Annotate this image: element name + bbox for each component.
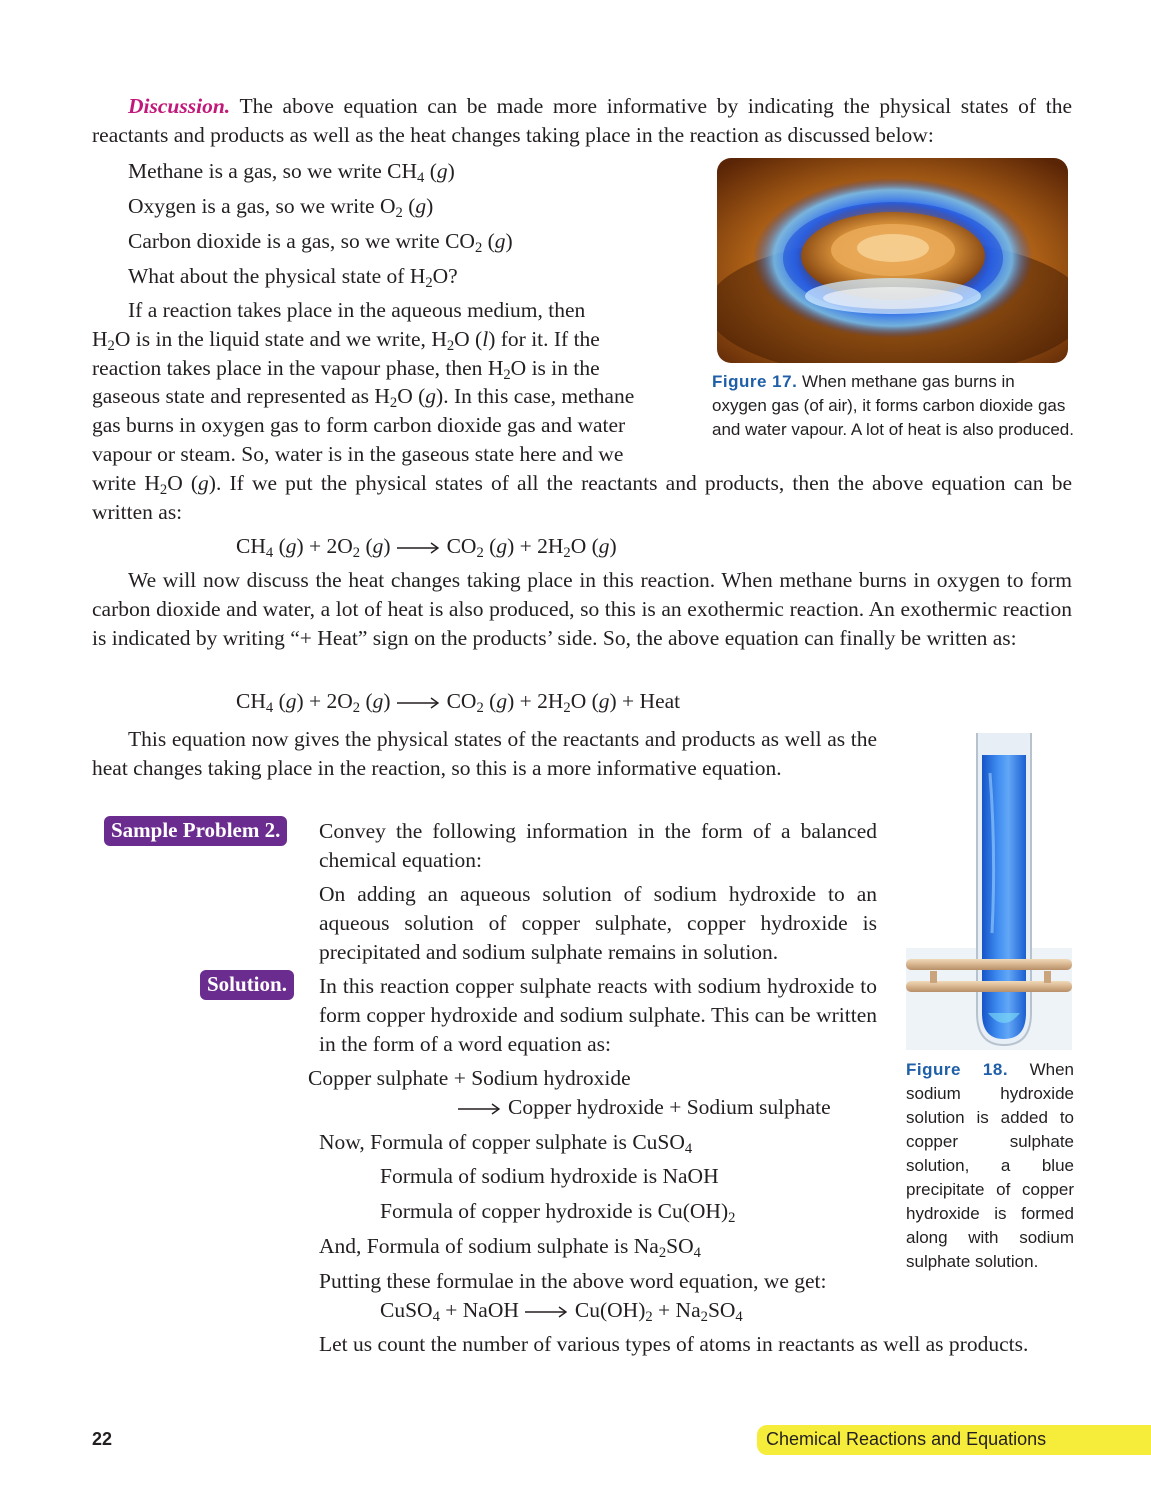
skeletal-equation: CuSO$_4$ + NaOH $Cu(OH)_2 + Na_2SO_4$ <box>380 1298 743 1326</box>
reaction-arrow-icon <box>525 1306 569 1318</box>
equation-methane-combustion: $CH_4$ $(g) + 2O_2$ (g) $CO_2$ $(g) + 2H_2O$ (g) <box>236 534 617 562</box>
sample-problem-text-1 <box>319 817 877 875</box>
water-text-g: . In this case, methane <box>443 384 635 409</box>
figure-17-label: Figure 17. <box>712 372 798 391</box>
informative-paragraph <box>92 725 877 783</box>
water-text-k: . If we put the physical states of all the reactants and products, then the above equation <box>215 471 1006 495</box>
discussion-paragraph <box>92 92 1072 150</box>
state-oxygen-text: Oxygen is a gas, so we write <box>128 194 375 218</box>
formula-line-1: Now, Formula of copper sulphate is CuSO$_4$ <box>319 1130 693 1158</box>
water-line-2: $H_2O$ is in the liquid state and we write, $H_2O$ (l) for it. If the <box>92 326 600 354</box>
putting-line <box>319 1267 827 1295</box>
water-text-c: for it. If the <box>500 326 600 351</box>
figure-18-caption-text: When sodium hydroxide solution is added to copper sulphate solution, a blue precipitate of copper hydroxide is formed along with sodium sulphate solution. <box>906 1060 1074 1271</box>
state-water: What about the physical state of $H_2O$? <box>128 264 458 292</box>
water-text-i: vapour or steam. So, water is in the gaseous state here and we <box>92 441 624 466</box>
sample-problem-label: Sample Problem 2. <box>104 816 287 846</box>
informative-paragraph-text: This equation now gives the physical states of the reactants and products as well as the heat changes taking place in the reaction, so this is a more informative equation. <box>92 727 877 780</box>
state-methane-text: Methane is a gas, so we write <box>128 159 382 183</box>
now-label: Now, <box>319 1130 365 1154</box>
formula-4-text: Formula of sodium sulphate is <box>366 1234 629 1258</box>
water-line-4: gaseous state and represented as $H_2O$ (g). In this case, methane <box>92 384 635 412</box>
sample-problem-tag <box>104 816 287 846</box>
heat-paragraph-text: We will now discuss the heat changes taking place in this reaction. When methane burns in oxygen to form carbon dioxide and water, a lot of heat is also produced, so this is an exothermic reaction. An exothermic reaction is indicated by writing “+ Heat” sign on the products’ side. So, the above equation can finally be written as: <box>92 568 1072 650</box>
water-text-f: gaseous state and represented as <box>92 384 370 409</box>
state-methane: Methane is a gas, so we write $CH_4$ (g) <box>128 159 455 187</box>
sample-text-1: Convey the following information in the form of a balanced chemical equation: <box>319 819 877 872</box>
formula-line-2 <box>380 1162 719 1190</box>
figure-17-caption <box>712 370 1074 442</box>
water-line-7: write $H_2O$ (g). If we put the physical states of all the reactants and products, then the above equation can be written as: <box>92 471 1072 524</box>
figure-18-label: Figure 18. <box>906 1060 1009 1079</box>
equation-with-heat: $CH_4$ $(g) + 2O_2$ (g) $CO_2$ $(g) + 2H_2O$ (g) + Heat <box>236 689 681 717</box>
chapter-title: Chemical Reactions and Equations <box>766 1429 1047 1449</box>
water-text-d: reaction takes place in the vapour phase, then <box>92 355 483 380</box>
water-line-1 <box>92 296 684 325</box>
formula-line-4: And, Formula of sodium sulphate is $Na_2SO_4$ <box>319 1234 701 1262</box>
count-text: Let us count the number of various types of atoms in reactants as well as products. <box>319 1332 1029 1356</box>
putting-text: Putting these formulae in the above word equation, we get: <box>319 1269 827 1293</box>
page-number: 22 <box>92 1429 113 1449</box>
reaction-arrow-icon <box>397 542 441 554</box>
heat-term: + Heat <box>622 689 681 713</box>
figure-17-image <box>717 158 1068 363</box>
count-paragraph <box>319 1330 1072 1359</box>
gas-burner-flame-illustration <box>717 158 1068 363</box>
water-text-h: gas burns in oxygen gas to form carbon dioxide gas and water <box>92 413 626 438</box>
heat-paragraph <box>92 566 1072 652</box>
figure-18-caption <box>906 1058 1074 1274</box>
state-co2-text: Carbon dioxide is a gas, so we write <box>128 229 440 253</box>
water-line-5 <box>92 411 684 440</box>
formula-line-3: Formula of copper hydroxide is $Cu(OH)_2$ <box>380 1199 736 1227</box>
figure-18-image <box>906 733 1072 1050</box>
state-oxygen: Oxygen is a gas, so we write $O_2$ (g) <box>128 194 434 222</box>
water-text-l: can be written as: <box>92 471 1072 524</box>
sample-problem-text-2 <box>319 880 877 966</box>
solution-text <box>319 972 877 1058</box>
state-water-text: What about the physical state of <box>128 264 405 288</box>
discussion-text: The above equation can be made more informative by indicating the physical states of the reactants and products as well as the heat changes taking place in the reaction as discussed below: <box>92 94 1072 147</box>
reaction-arrow-icon <box>397 697 441 709</box>
chapter-footer-band <box>757 1425 1151 1455</box>
formula-3-text: Formula of copper hydroxide is <box>380 1199 653 1223</box>
formula-1-text: Formula of copper sulphate is <box>370 1130 627 1154</box>
and-label: And, <box>319 1234 362 1258</box>
water-text-a: If a reaction takes place in the aqueous medium, then <box>128 298 586 322</box>
water-line-6 <box>92 440 684 469</box>
formula-2-text: Formula of sodium hydroxide is NaOH <box>380 1164 719 1188</box>
water-text-b: is in the liquid state and we write, <box>135 326 426 351</box>
solution-label: Solution. <box>200 970 294 1000</box>
discussion-label: Discussion. <box>128 94 231 118</box>
figure-17-caption-text: When methane gas burns in oxygen gas (of air), it forms carbon dioxide gas and water vapour. A lot of heat is also produced. <box>712 372 1074 439</box>
water-text-j: write <box>92 471 137 495</box>
test-tube-blue-precipitate-illustration <box>906 733 1072 1050</box>
word-equation-lhs-text: Copper sulphate + Sodium hydroxide <box>308 1066 631 1090</box>
word-equation-rhs-text: Copper hydroxide + Sodium sulphate <box>508 1095 831 1119</box>
word-equation-lhs <box>308 1064 631 1092</box>
sample-text-2: On adding an aqueous solution of sodium hydroxide to an aqueous solution of copper sulphate, copper hydroxide is precipitated and sodium sulphate remains in solution. <box>319 882 877 964</box>
reaction-arrow-icon <box>458 1103 502 1115</box>
word-equation-rhs <box>458 1093 831 1121</box>
water-line-3: reaction takes place in the vapour phase, then $H_2O$ is in the <box>92 355 600 383</box>
solution-text-body: In this reaction copper sulphate reacts with sodium hydroxide to form copper hydroxide and sodium sulphate. This can be written in the form of a word equation as: <box>319 974 877 1056</box>
solution-tag <box>200 970 294 1000</box>
water-state-paragraph <box>92 296 684 469</box>
water-text-e: is in the <box>531 355 600 380</box>
state-co2: Carbon dioxide is a gas, so we write $CO_2$ (g) <box>128 229 513 257</box>
